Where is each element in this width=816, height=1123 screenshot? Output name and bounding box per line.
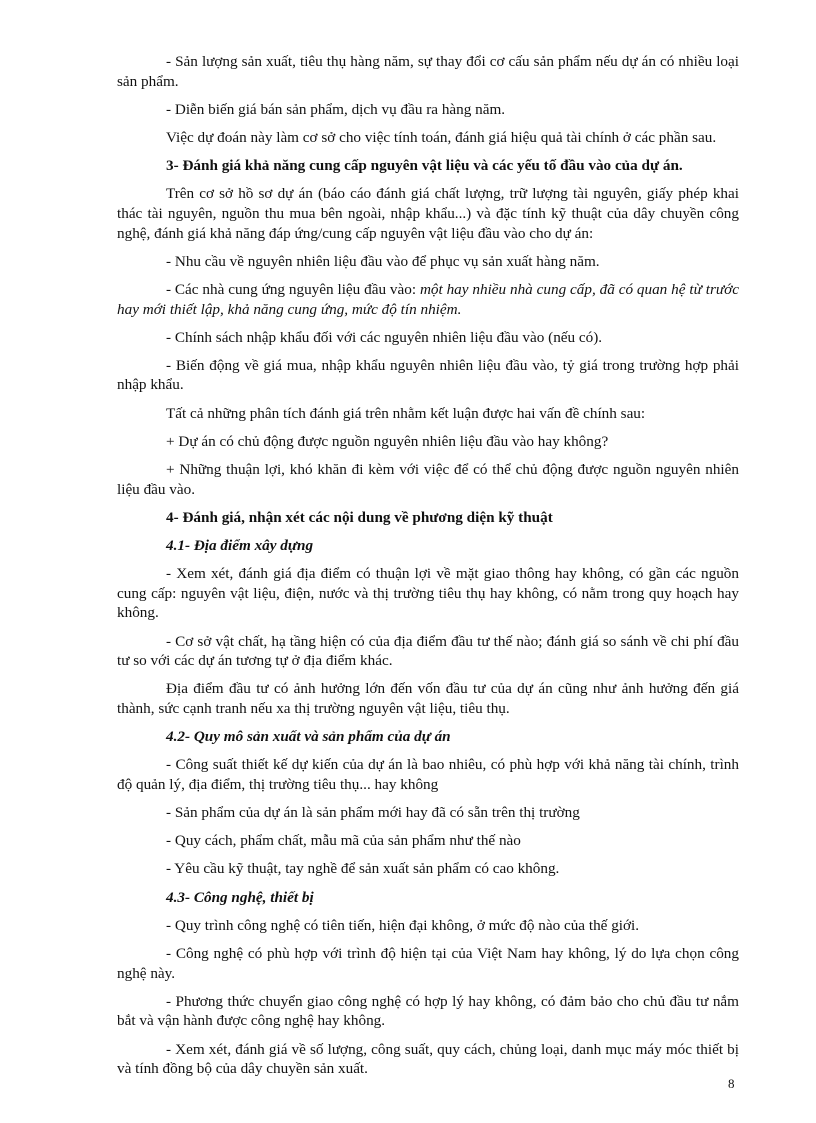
paragraph: - Công nghệ có phù hợp với trình độ hiện tại của Việt Nam hay không, lý do lựa chọn công nghệ này. (117, 945, 739, 982)
subsection-heading-4-3: 4.3- Công nghệ, thiết bị (166, 888, 314, 906)
paragraph: - Sản lượng sản xuất, tiêu thụ hàng năm, sự thay đổi cơ cấu sản phẩm nếu dự án có nhiều loại sản phẩm. (117, 53, 739, 90)
paragraph-text: - Các nhà cung ứng nguyên liệu đầu vào: (166, 280, 420, 298)
document-page (117, 52, 739, 1087)
paragraph: - Chính sách nhập khẩu đối với các nguyên nhiên liệu đầu vào (nếu có). (166, 328, 603, 346)
paragraph: - Diễn biến giá bán sản phẩm, dịch vụ đầu ra hàng năm. (166, 100, 506, 118)
paragraph: - Biến động về giá mua, nhập khẩu nguyên nhiên liệu đầu vào, tỷ giá trong trường hợp phải nhập khẩu. (117, 356, 739, 394)
paragraph: + Dự án có chủ động được nguồn nguyên nhiên liệu đầu vào hay không? (166, 432, 609, 450)
paragraph: - Xem xét, đánh giá về số lượng, công suất, quy cách, chủng loại, danh mục máy móc thiết bị và tính đồng bộ của dây chuyền sản xuất. (117, 1040, 739, 1078)
paragraph: - Quy cách, phẩm chất, mẫu mã của sản phẩm như thế nào (166, 832, 521, 850)
subsection-heading-4-1: 4.1- Địa điểm xây dựng (166, 537, 314, 554)
paragraph: + Những thuận lợi, khó khăn đi kèm với việc để có thể chủ động được nguồn nguyên nhiên liệu đầu vào. (117, 461, 739, 498)
paragraph: - Quy trình công nghệ có tiên tiến, hiện đại không, ở mức độ nào của thế giới. (166, 916, 640, 934)
paragraph (117, 280, 739, 319)
paragraph: - Phương thức chuyển giao công nghệ có hợp lý hay không, có đảm bảo cho chủ đầu tư nắm bắt và vận hành được công nghệ hay không. (117, 992, 739, 1030)
subsection-heading-4-2: 4.2- Quy mô sản xuất và sản phẩm của dự án (166, 728, 451, 746)
section-heading-3: 3- Đánh giá khả năng cung cấp nguyên vật liệu và các yếu tố đầu vào của dự án. (166, 157, 683, 175)
paragraph: - Xem xét, đánh giá địa điểm có thuận lợi về mặt giao thông hay không, có gần các nguồn cung cấp: nguyên vật liệu, điện, nước và thị trường tiêu thụ hay không, có nằm trong quy hoạch hay không. (117, 565, 739, 622)
paragraph: Tất cả những phân tích đánh giá trên nhằm kết luận được hai vấn đề chính sau: (166, 404, 646, 422)
paragraph: - Cơ sở vật chất, hạ tầng hiện có của địa điểm đầu tư thế nào; đánh giá so sánh về chi phí đầu tư so với các dự án tương tự ở địa điểm khác. (117, 632, 739, 670)
paragraph: Việc dự đoán này làm cơ sở cho việc tính toán, đánh giá hiệu quả tài chính ở các phần sau. (166, 128, 717, 146)
section-heading-4: 4- Đánh giá, nhận xét các nội dung về phương diện kỹ thuật (166, 508, 553, 526)
paragraph: - Yêu cầu kỹ thuật, tay nghề để sản xuất sản phẩm có cao không. (166, 860, 560, 878)
page-number: 8 (728, 1076, 735, 1091)
paragraph: Địa điểm đầu tư có ảnh hưởng lớn đến vốn đầu tư của dự án cũng như ảnh hưởng đến giá thành, sức cạnh tranh nếu xa thị trường nguyên vật liệu, tiêu thụ. (117, 680, 739, 717)
paragraph: Trên cơ sở hồ sơ dự án (báo cáo đánh giá chất lượng, trữ lượng tài nguyên, giấy phép khai thác tài nguyên, nguồn thu mua bên ngoài, nhập khẩu...) và đặc tính kỹ thuật của dây chuyền công nghệ, đánh giá khả năng đáp ứng/cung cấp nguyên vật liệu đầu vào cho dự án: (117, 185, 739, 242)
paragraph: - Công suất thiết kế dự kiến của dự án là bao nhiêu, có phù hợp với khả năng tài chính, trình độ quản lý, địa điểm, thị trường tiêu thụ... hay không (117, 756, 739, 793)
paragraph: - Nhu cầu về nguyên nhiên liệu đầu vào để phục vụ sản xuất hàng năm. (166, 252, 600, 270)
paragraph-italic-text: một hay nhiều nhà cung cấp, đã có quan hệ từ trước hay mới thiết lập, khả năng cung ứng, mức độ tín nhiệm. (117, 280, 739, 318)
paragraph: - Sản phẩm của dự án là sản phẩm mới hay đã có sẵn trên thị trường (166, 804, 580, 822)
